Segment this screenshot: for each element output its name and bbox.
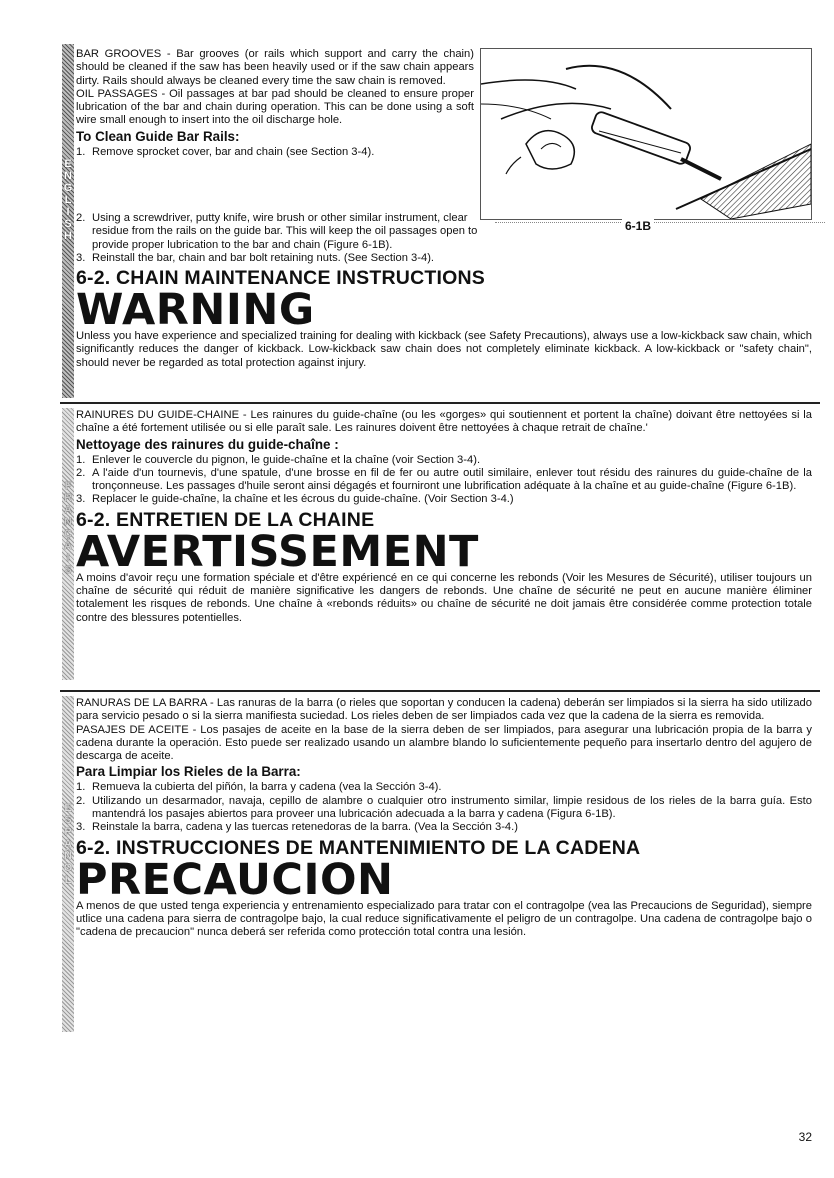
oil-passages-paragraph: OIL PASSAGES - Oil passages at bar pad should be cleaned to ensure proper lubrication of the bar and chain during operation. This can be done using a soft wire small enough to insert into the oil discharge hole. bbox=[76, 87, 474, 127]
french-side-label: F R A N Ç A I S bbox=[64, 480, 72, 576]
page-number: 32 bbox=[798, 1130, 812, 1144]
precaucion-title: PRECAUCION bbox=[76, 854, 394, 905]
list-item: 1. Enlever le couvercle du pignon, le guide-chaîne et la chaîne (voir Section 3-4). bbox=[76, 453, 481, 466]
spanish-section bbox=[0, 694, 834, 1034]
english-section-title: 6-2. CHAIN MAINTENANCE INSTRUCTIONS bbox=[76, 267, 485, 290]
warning-text: Unless you have experience and specialized training for dealing with kickback (see Safety Precautions), always use a low-kickback saw chain, which significantly reduces the danger of kickback. Low-kickback saw chain does not completely eliminate kickback. A low-kickback or "safety chain", should never be regarded as total protection against injury. bbox=[76, 330, 812, 369]
spanish-text bbox=[76, 697, 812, 940]
english-steps-block bbox=[76, 212, 812, 370]
guide-bar-figure bbox=[480, 48, 812, 220]
spanish-side-label: E S P A Ñ O L bbox=[63, 802, 73, 886]
english-top-text bbox=[76, 48, 474, 159]
precaucion-text: A menos de que usted tenga experiencia y entrenamiento especializado para tratar con el contragolpe (vea las Precaucions de Seguridad), siempre utlice una cadena para sierra de contragolpe bajo, la cual reduce significativamente el peligro de un contragolpe. Una cadena de contragolpe bajo o "cadena de precaucion" nunca deberá ser referida como protección total contra una lesión. bbox=[76, 899, 812, 939]
list-item: 1. Remueva la cubierta del piñón, la barra y cadena (vea la Sección 3-4). bbox=[76, 781, 442, 794]
list-item: 2. Using a screwdriver, putty knife, wire brush or other similar instrument, clear residue from the rails on the guide bar. This will keep the oil passages open to provide proper lubrication to the bar and chain (Figure 6-1B). bbox=[76, 212, 478, 251]
nettoyage-subhead: Nettoyage des rainures du guide-chaîne : bbox=[76, 436, 339, 452]
spanish-steps bbox=[76, 781, 812, 834]
avertissement-text: A moins d'avoir reçu une formation spéciale et d'être expériencé en ce qui concerne les rebonds (Voir les Mesures de Sécurité), utiliser toujours un chaîne de sécurité qui réduit de manière significative les dangers de rebonds. Une chaîne de sécurité ne peut en aucune manière éliminer totalement les risques de rebonds. Une chaîne à «rebonds réduits» ou chaîne de sécurité ne doit jamais être considérée comme protection totale contre des blessures potentielles. bbox=[76, 571, 812, 624]
french-section-title: 6-2. ENTRETIEN DE LA CHAINE bbox=[76, 508, 375, 531]
screwdriver-bar-illustration bbox=[481, 49, 811, 219]
list-item: 2. Utilizando un desarmador, navaja, cepillo de alambre o cualquier otro instrumento similar, limpie residous de los rieles de la barra guía. Esto mantendrá los pasajes abiertos para proveer una lubricación adecuada a la barra y cadena (Figura 6-1B). bbox=[76, 794, 812, 821]
figure-dotted-line bbox=[495, 222, 825, 223]
list-item: 1. Remove sprocket cover, bar and chain (see Section 3-4). bbox=[76, 145, 375, 158]
clean-rails-subhead: To Clean Guide Bar Rails: bbox=[76, 128, 240, 144]
french-text bbox=[76, 409, 812, 625]
english-steps-top bbox=[76, 146, 474, 159]
english-side-label: E N G L I S H bbox=[63, 158, 73, 242]
warning-title: WARNING bbox=[76, 285, 315, 336]
list-item: 3. Reinstall the bar, chain and bar bolt retaining nuts. (See Section 3-4). bbox=[76, 251, 435, 264]
list-item: 3. Replacer le guide-chaîne, la chaîne et les écrous du guide-chaîne. (Voir Section 3-4.) bbox=[76, 493, 514, 506]
figure-label: 6-1B bbox=[622, 219, 654, 233]
list-item: 3. Reinstale la barra, cadena y las tuercas retenedoras de la barra. (Vea la Sección 3-4.) bbox=[76, 821, 518, 834]
divider-2 bbox=[60, 690, 820, 692]
avertissement-title: AVERTISSEMENT bbox=[76, 526, 479, 577]
spanish-section-title: 6-2. INSTRUCCIONES DE MANTENIMIENTO DE LA CADENA bbox=[76, 836, 641, 859]
ranuras-paragraph: RANURAS DE LA BARRA - Las ranuras de la barra (o rieles que soportan y conducen la cadena) deberán ser limpiados si la sierra ha sido utilizado para servicio pesado o si la sierra manifiesta suciedad. Los rieles deben de ser limpiados cada vez que la cadena de la sierra es removida. bbox=[76, 697, 812, 723]
pasajes-paragraph: PASAJES DE ACEITE - Los pasajes de aceite en la base de la sierra deben de ser limpiados, para asegurar una lubricación propia de la barra y cadena durante la operación. Esto puede ser realizado usando un alambre blando lo suficientemente pequeño para insertarlo dentro del agujero de descarga de aceite. bbox=[76, 723, 812, 763]
bar-grooves-paragraph: BAR GROOVES - Bar grooves (or rails which support and carry the chain) should be cleaned if the saw has been heavily used or if the saw chain appears dirty. Rails should always be cleaned every time the saw chain is removed. bbox=[76, 48, 474, 87]
rainures-paragraph: RAINURES DU GUIDE-CHAINE - Les rainures du guide-chaîne (ou les «gorges» qui soutiennent et portent la chaîne) doivant être nettoyées si la chaîne a été fortement utilisée ou si elle paraît sale. Les rainures doivent être nettoyées à chaque retrait de chaîne.' bbox=[76, 409, 812, 435]
french-steps bbox=[76, 454, 812, 507]
limpiar-subhead: Para Limpiar los Rieles de la Barra: bbox=[76, 764, 301, 780]
list-item: 2. A l'aide d'un tournevis, d'une spatule, d'une brosse en fil de fer ou autre outil similaire, enlever tout résidu des rainures du guide-chaîne de la tronçonneuse. Les passages d'huile seront ainsi dégagés et fourniront une lubrification adéquate à la chaîne et au guide-chaîne (Figure 6-1B). bbox=[76, 466, 812, 493]
divider-1 bbox=[60, 402, 820, 404]
french-section bbox=[0, 406, 834, 686]
